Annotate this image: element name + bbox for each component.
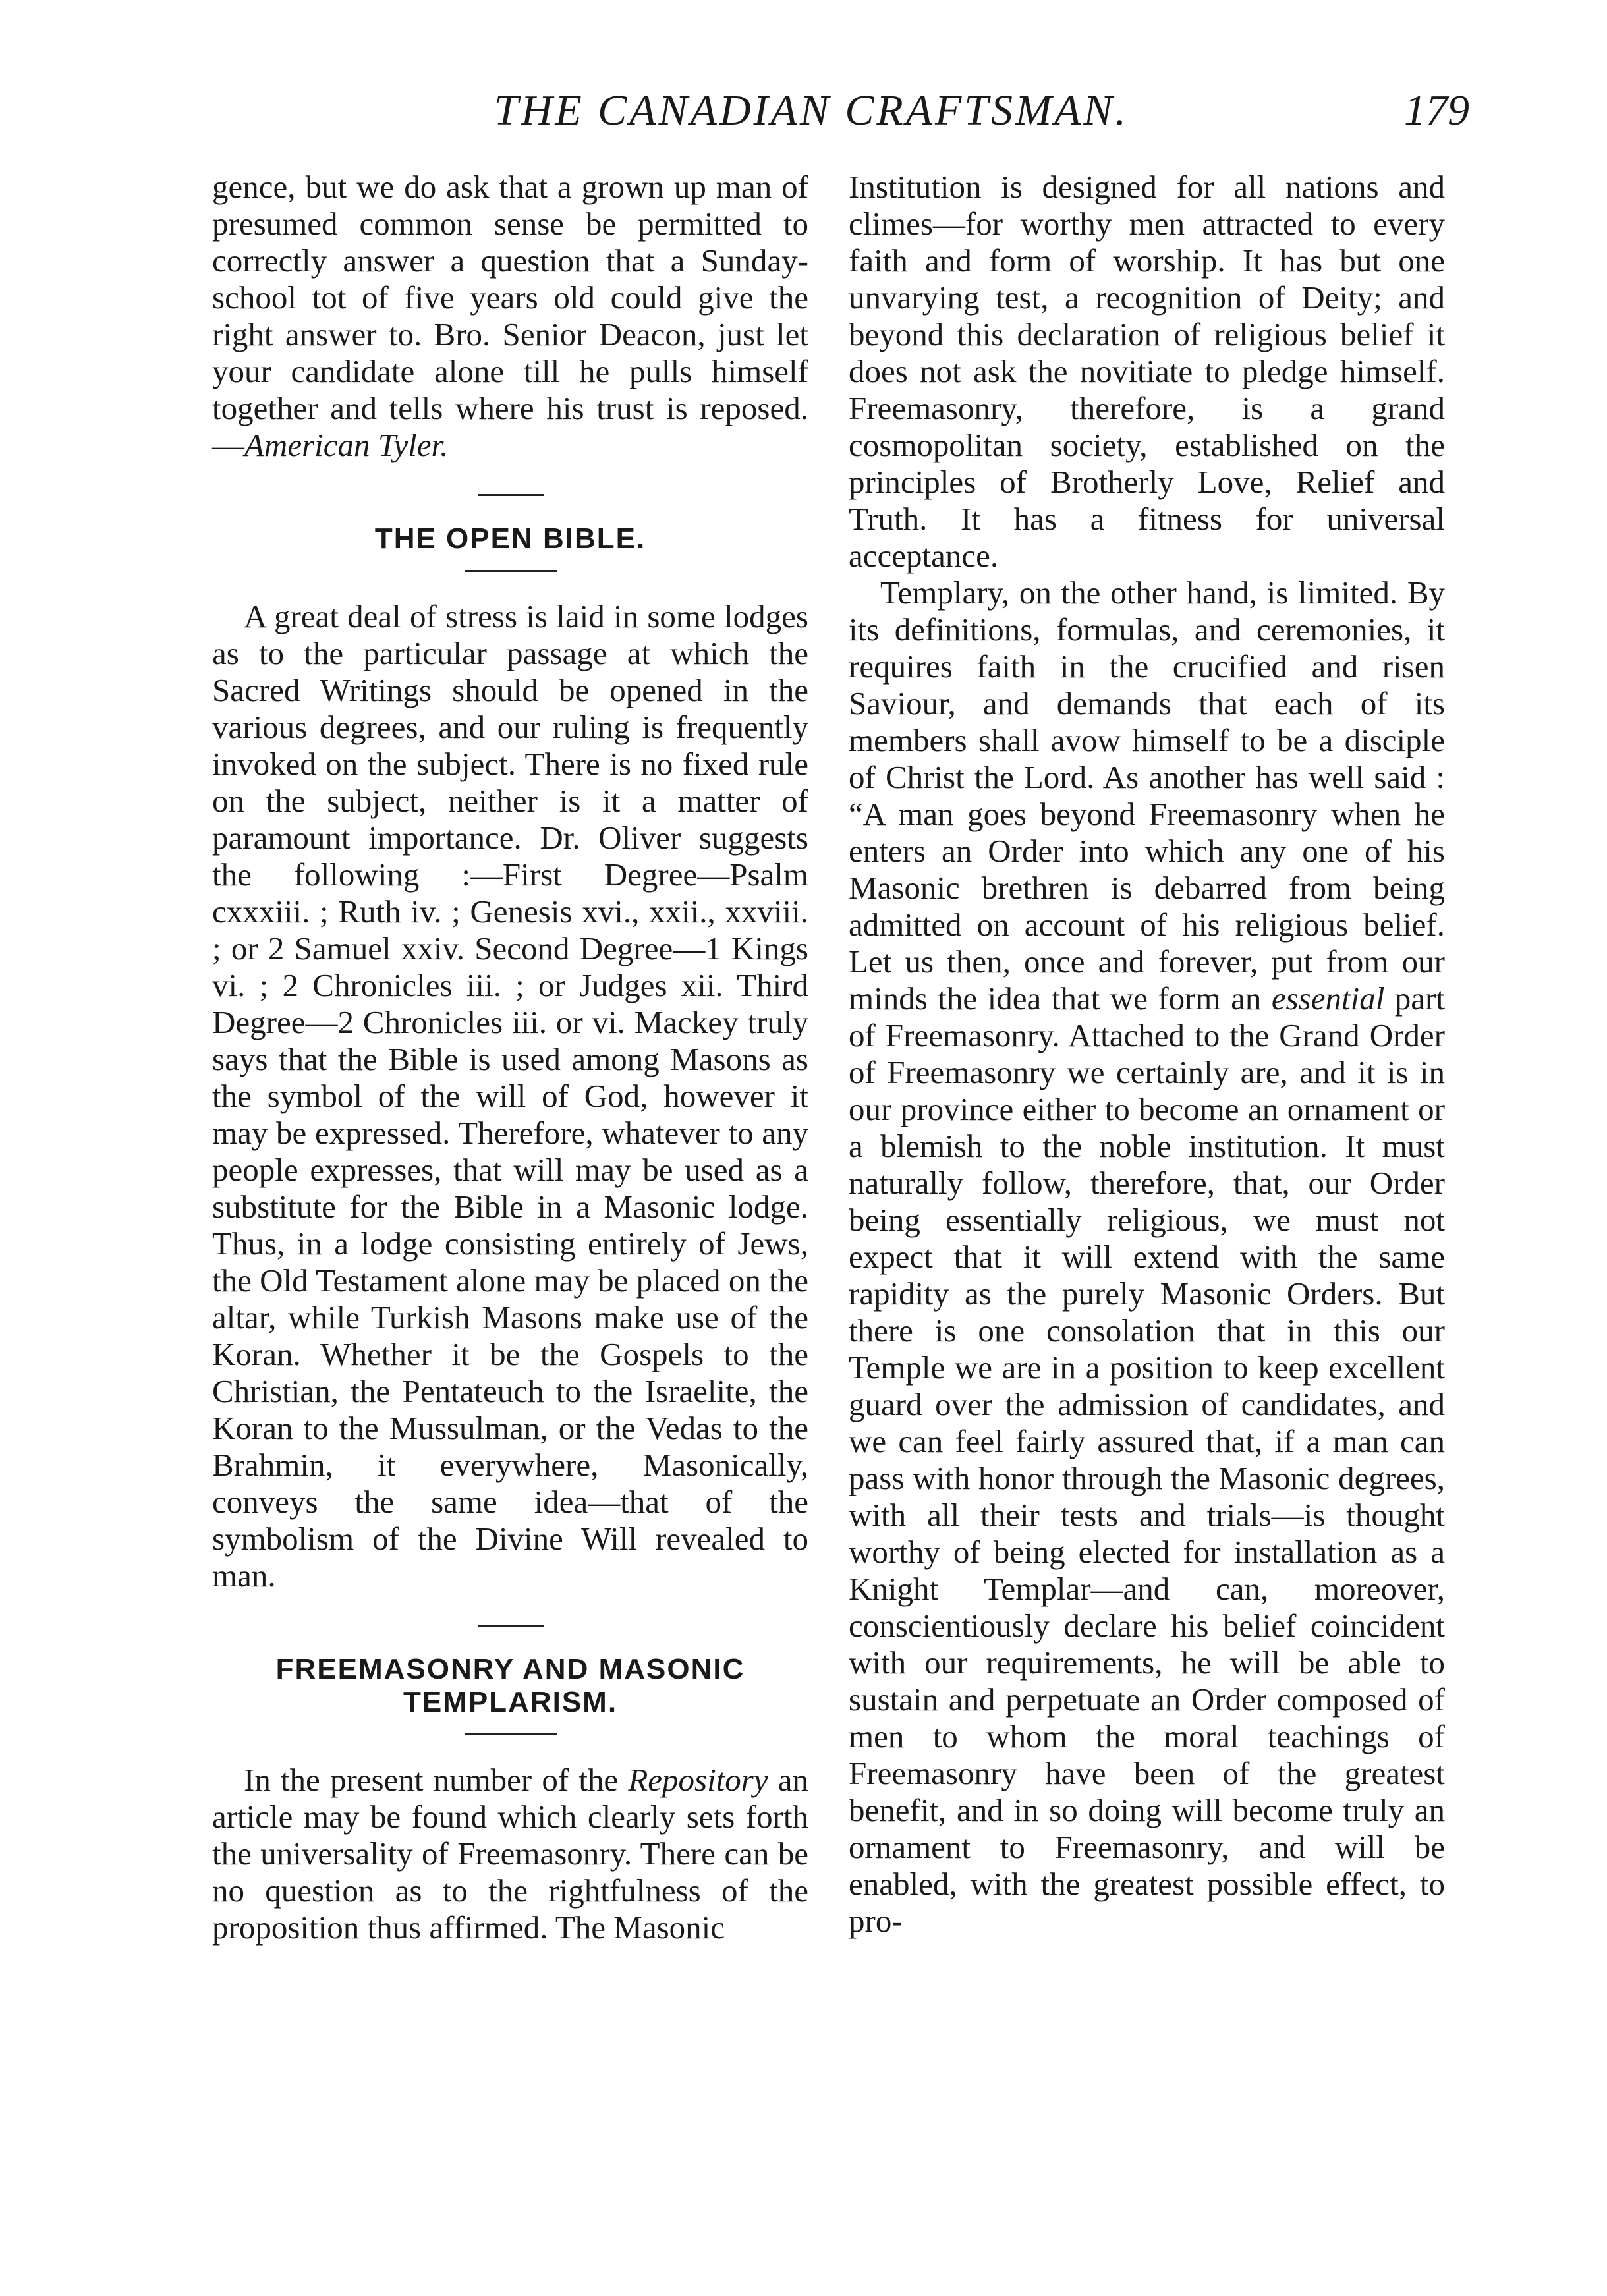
page-header [217,86,1469,145]
heading-rule [465,1733,557,1735]
paragraph-text: In the present number of the [244,1762,629,1798]
italic-publication-name: Repository [628,1762,768,1798]
running-title: THE CANADIAN CRAFTSMAN. [494,86,1129,134]
left-column [212,169,808,1946]
templary-paragraph [849,574,1445,1940]
source-attribution: American Tyler. [244,427,449,463]
templarism-paragraph-start [212,1762,808,1946]
section-divider [478,494,544,496]
article-heading-open-bible: THE OPEN BIBLE. [374,522,646,555]
paragraph-text: Templary, on the other hand, is limited. By its definitions, formulas, and ceremonies, it requires faith in the crucified and risen Saviour, and demands that each of its members shall avow himself to be a disciple of Christ the Lord. As another has well said : “A man goes beyond Freemasonry when he enters an Order into which any one of his Masonic brethren is debarred from being admitted on account of his religious belief. Let us then, once and forever, put from our minds the idea that we form an [849,574,1445,1017]
page-number: 179 [1404,86,1469,134]
continued-paragraph-text: gence, but we do ask that a grown up man of presumed common sense be permitted to correctly answer a question that a Sunday-school tot of five years old could give the right answer to. Bro. Senior Deacon, just let your candidate alone till he pulls himself together and tells where his trust is reposed.— [212,169,808,463]
right-column [849,169,1445,1940]
section-divider [478,1625,544,1627]
italic-emphasis: essential [1271,980,1385,1017]
paragraph-text: part of Freemasonry. Attached to the Grand Order of Freemasonry we certainly are, and it is in our province either to become an ornament or a blemish to the noble institution. It must naturally follow, therefore, that, our Order being essentially religious, we must not expect that it will extend with the same rapidity as the purely Masonic Orders. But there is one consolation that in this our Temple we are in a position to keep excellent guard over the admission of candidates, and we can feel fairly assured that, if a man can pass with honor through the Masonic degrees, with all their tests and trials—is thought worthy of being elected for installation as a Knight Templar—and can, moreover, conscientiously declare his belief coincident with our requirements, he will be able to sustain and perpetuate an Order composed of men to whom the moral teachings of Freemasonry have been of the greatest benefit, and in so doing will become truly an ornament to Freemasonry, and will be enabled, with the greatest possible effect, to pro- [849,980,1445,1939]
paragraph-text: an article may be found which clearly sets forth the universality of Freemasonry. There can be no question as to the rightfulness of the proposition thus affirmed. The Masonic [212,1762,809,1946]
article-heading-freemasonry-templarism: FREEMASONRY AND MASONIC TEMPLARISM. [275,1653,745,1718]
templarism-paragraph-continued: Institution is designed for all nations and climes—for worthy men attracted to every faith and form of worship. It has but one unvarying test, a recognition of Deity; and beyond this declaration of religious belief it does not ask the novitiate to pledge himself. Freemasonry, therefore, is a grand cosmopolitan society, established on the principles of Brotherly Love, Relief and Truth. It has a fitness for universal acceptance. [849,169,1445,574]
continued-paragraph [212,169,808,464]
open-bible-paragraph: A great deal of stress is laid in some lodges as to the particular passage at which the Sacred Writings should be opened in the various degrees, and our ruling is frequently invoked on the subject. There is no fixed rule on the subject, neither is it a matter of paramount importance. Dr. Oliver suggests the following :—First Degree—Psalm cxxxiii. ; Ruth iv. ; Genesis xvi., xxii., xxviii. ; or 2 Samuel xxiv. Second Degree—1 Kings vi. ; 2 Chronicles iii. ; or Judges xii. Third Degree—2 Chronicles iii. or vi. Mackey truly says that the Bible is used among Masons as the symbol of the will of God, however it may be expressed. Therefore, whatever to any people expresses, that will may be used as a substitute for the Bible in a Masonic lodge. Thus, in a lodge consisting entirely of Jews, the Old Testament alone may be placed on the altar, while Turkish Masons make use of the Koran. Whether it be the Gospels to the Christian, the Pentateuch to the Israelite, the Koran to the Mussulman, or the Vedas to the Brahmin, it everywhere, Masonically, conveys the same idea—that of the symbolism of the Divine Will revealed to man. [212,598,808,1594]
heading-rule [465,570,557,572]
